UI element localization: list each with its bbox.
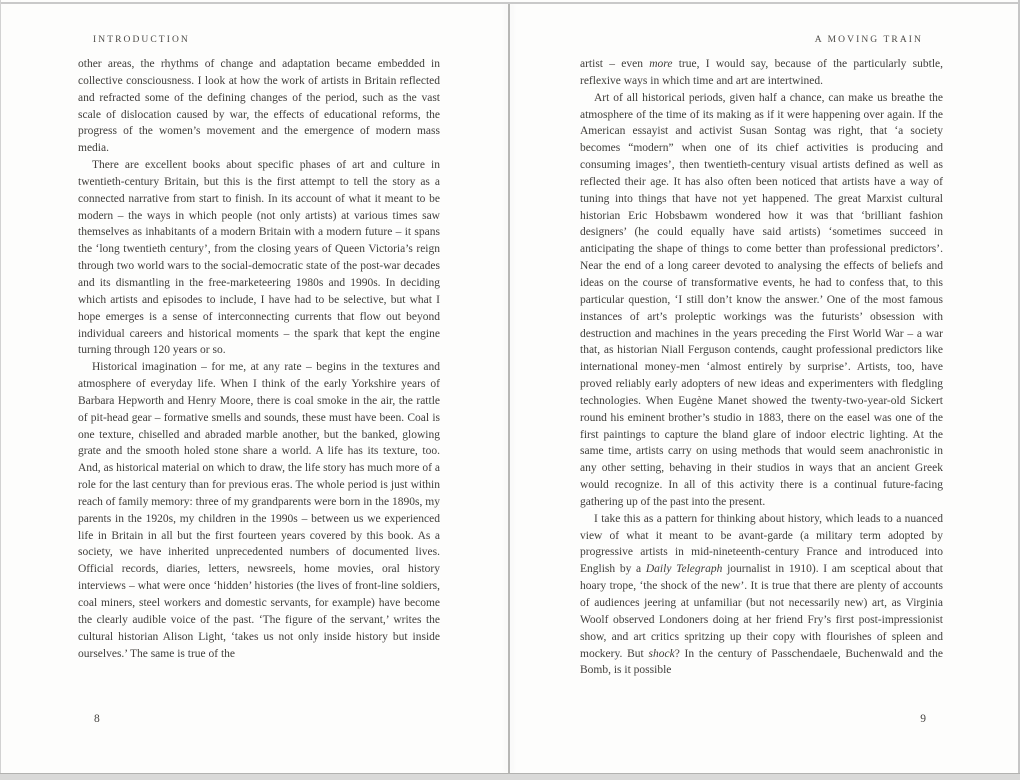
paragraph bbox=[580, 511, 943, 679]
page-edge-bottom bbox=[0, 773, 1020, 780]
text-run: ? In the century of Passchendaele, Buchenwald and the Bomb, is it possible bbox=[580, 647, 943, 677]
paragraph bbox=[78, 359, 440, 662]
text-run: Art of all historical periods, given half a chance, can make us breathe the atmosphere of the time of its making as if it were happening over again. If the American essayist and activist Susan Sontag was right, that ‘a society becomes “modern” when one of its chief activities is producing and consuming images’, then twentieth-century visual artists defined as well as reflected their age. It has also often been noticed that artists have a way of tuning into things that have not yet happened. The great Marxist cultural historian Eric Hobsbawm wondered how it was that ‘brilliant fashion designers’ (he could equally have said artists) ‘sometimes succeed in anticipating the shape of things to come better than professional predictors’. Near the end of a long career devoted to analysing the effects of beliefs and ideas on the course of transformative events, he had to confess that, to this particular question, ‘I still don’t know the answer.’ One of the most famous instances of art’s proleptic workings was the futurists’ obsession with destruction and machines in the years preceding the First World War – a war that, as historian Niall Ferguson contends, caught professional predictors like international money-men ‘almost entirely by surprise’. Artists, too, have proved reliably early adopters of new ideas and experimenters with fledgling technologies. When Eugène Manet showed the twenty-two-year-old Sickert round his eminent brother’s studio in 1883, there on the easel was one of the first paintings to capture the bland glare of indoor electric lighting. At the same time, artists carry on using methods that would seem anachronistic in any other setting, behaving in their studios in ways that an ancient Greek would recognize. In all of this activity there is a continual future-facing gathering up of the past into the present. bbox=[580, 91, 943, 508]
book-spine bbox=[508, 2, 510, 773]
paragraph bbox=[580, 56, 943, 90]
italic-text: Daily Telegraph bbox=[645, 563, 723, 576]
running-head-right: A MOVING TRAIN bbox=[814, 35, 923, 45]
page-right-body bbox=[580, 56, 943, 679]
paragraph bbox=[580, 90, 943, 511]
page-edge-top bbox=[0, 2, 1020, 4]
text-run: journalist in 1910). I am sceptical about that hoary trope, ‘the shock of the new’. It is true that there are plenty of accounts of audiences jeering at unfamiliar (but not necessarily new) art, as Virginia Woolf observed Londoners doing at her friend Fry’s first post-impressionist show, and art critics spritzing up their copy with flourishes of spleen and mockery. But bbox=[580, 563, 943, 660]
text-run: I take this as a pattern for thinking about history, which leads to a nuanced view of what it meant to be avant-garde (a military term adopted by progressive artists in mid-nineteenth-century France and introduced into English by a bbox=[580, 512, 943, 576]
italic-text: shock bbox=[648, 647, 675, 660]
italic-text: more bbox=[649, 58, 673, 70]
text-run: Historical imagination – for me, at any rate – begins in the textures and atmosphere of everyday life. When I think of the early Yorkshire years of Barbara Hepworth and Henry Moore, there is coal smoke in the air, the rattle of pit-head gear – formative smells and sounds, these must have been. Coal is one texture, chiselled and abraded marble another, but the banked, glowing grate and the smooth holed stone share a world. A life has its texture, too. And, as historical material on which to draw, the life story has much more of a role for the last century than for previous eras. The whole period is just within reach of family memory: three of my grandparents were born in the 1890s, my parents in the 1920s, my children in the 1990s – between us we experienced life in Britain in all but the first fourteen years covered by this book. As a society, we have inherited unprecedented numbers of documented lives. Official records, diaries, letters, newsreels, home movies, oral history interviews – what were once ‘hidden’ histories (the lives of front-line soldiers, coal miners, steel workers and domestic servants, for example) have become the clearly audible voice of the past. ‘The figure of the servant,’ writes the cultural historian Alison Light, ‘takes us not only inside history but inside ourselves.’ The same is true of the bbox=[78, 361, 440, 660]
page-left-body bbox=[78, 56, 440, 662]
text-run: other areas, the rhythms of change and adaptation became embedded in collective consciousness. I look at how the work of artists in Britain reflected and refracted some of the defining changes of the period, such as the vast scale of dislocation caused by war, the effects of educational reforms, the progress of the women’s movement and the emergence of modern mass media. bbox=[78, 58, 440, 155]
page-right bbox=[510, 0, 1018, 774]
text-run: true, I would say, because of the particularly subtle, reflexive ways in which time and art are intertwined. bbox=[580, 58, 943, 87]
paragraph bbox=[78, 56, 440, 157]
paragraph bbox=[78, 157, 440, 359]
page-left bbox=[0, 0, 508, 774]
text-run: There are excellent books about specific phases of art and culture in twentieth-century Britain, but this is the first attempt to tell the story as a connected narrative from start to finish. In its account of what it meant to be modern – the ways in which people (not only artists) at various times saw themselves as inhabitants of a modern Britain with a modern future – it spans the ‘long twentieth century’, from the closing years of Queen Victoria’s reign through two world wars to the social-democratic state of the post-war decades and its dismantling in the free-marketeering 1980s and 1990s. In deciding which artists and episodes to include, I have had to be selective, but what I hope emerges is a sense of interconnecting currents that flow out beyond individual careers and historical moments – the spark that kept the engine turning through 120 years or so. bbox=[78, 159, 440, 357]
running-head-left: INTRODUCTION bbox=[93, 35, 190, 45]
page-edge-left bbox=[0, 0, 1, 774]
page-number-right: 9 bbox=[920, 713, 926, 725]
page-number-left: 8 bbox=[94, 713, 100, 725]
text-run: artist – even bbox=[580, 58, 650, 70]
